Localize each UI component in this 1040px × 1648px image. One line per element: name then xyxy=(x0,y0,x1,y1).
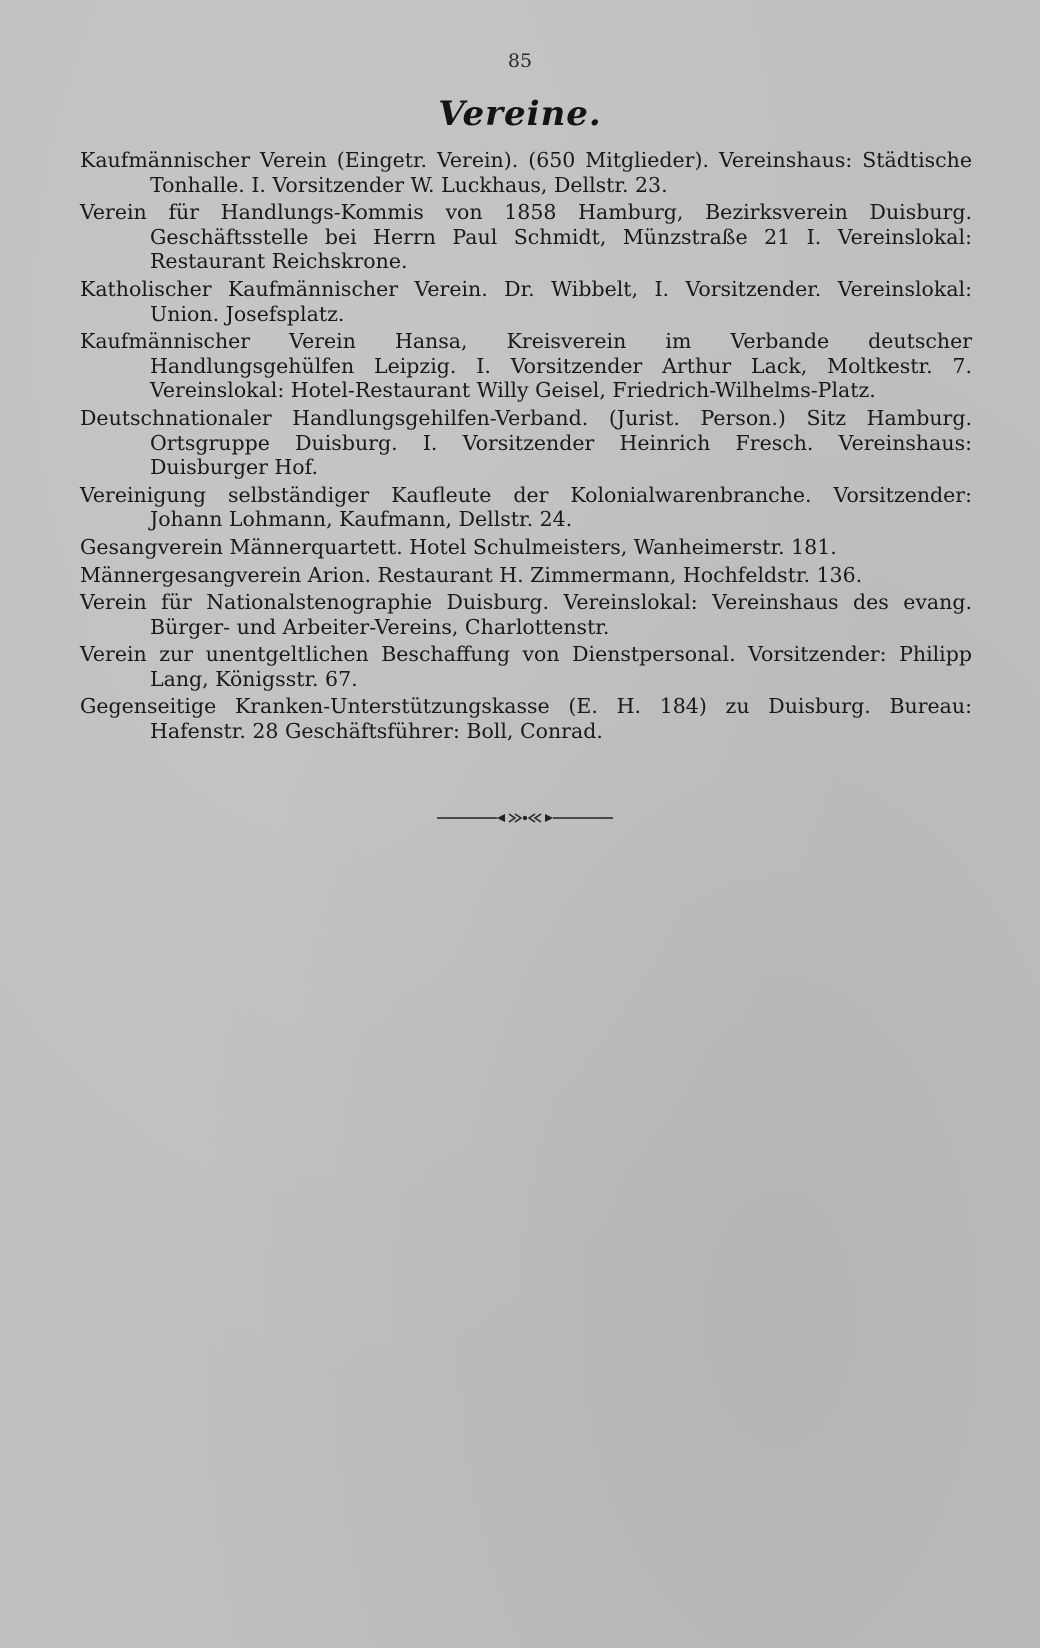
list-item: Deutschnationaler Handlungsgehilfen-Verband. (Jurist. Person.) Sitz Hamburg. Ortsgruppe Duisburg. I. Vorsitzender Heinrich Fresch. Vereinshaus: Duisburger Hof. xyxy=(80,405,972,480)
list-item: Kaufmännischer Verein Hansa, Kreisverein im Verbande deutscher Handlungsgehülfen Leipzig. I. Vorsitzender Arthur Lack, Moltkestr. 7. Vereinslokal: Hotel-Restaurant Willy Geisel, Friedrich-Wilhelms-Platz. xyxy=(80,329,972,403)
list-item: Verein für Handlungs-Kommis von 1858 Hamburg, Bezirksverein Duisburg. Geschäftsstelle bei Herrn Paul Schmidt, Münzstraße 21 I. Vereinslokal: Restaurant Reichskrone. xyxy=(80,200,972,274)
association-list xyxy=(80,148,972,747)
list-item: Verein zur unentgeltlichen Beschaffung von Dienstpersonal. Vorsitzender: Philipp Lang, Königsstr. 67. xyxy=(80,642,972,691)
list-item: Männergesangverein Arion. Restaurant H. Zimmermann, Hochfeldstr. 136. xyxy=(80,562,863,587)
page-title: Vereine. xyxy=(438,94,602,134)
divider-ornament-icon xyxy=(435,808,615,828)
list-item: Gegenseitige Kranken-Unterstützungskasse (E. H. 184) zu Duisburg. Bureau: Hafenstr. 28 Geschäftsführer: Boll, Conrad. xyxy=(80,694,972,744)
page-number: 85 xyxy=(507,50,533,72)
list-item: Verein für Nationalstenographie Duisburg. Vereinslokal: Vereinshaus des evang. Bürger- und Arbeiter-Vereins, Charlottenstr. xyxy=(80,590,972,639)
list-item: Gesangverein Männerquartett. Hotel Schulmeisters, Wanheimerstr. 181. xyxy=(80,534,837,559)
list-item: Kaufmännischer Verein (Eingetr. Verein). (650 Mitglieder). Vereinshaus: Städtische Tonhalle. I. Vorsitzender W. Luckhaus, Dellstr. 23. xyxy=(80,148,972,197)
list-item: Katholischer Kaufmännischer Verein. Dr. Wibbelt, I. Vorsitzender. Vereinslokal: Union. Josefsplatz. xyxy=(80,276,972,326)
list-item: Vereinigung selbständiger Kaufleute der Kolonialwarenbranche. Vorsitzender: Johann Lohmann, Kaufmann, Dellstr. 24. xyxy=(80,482,972,532)
